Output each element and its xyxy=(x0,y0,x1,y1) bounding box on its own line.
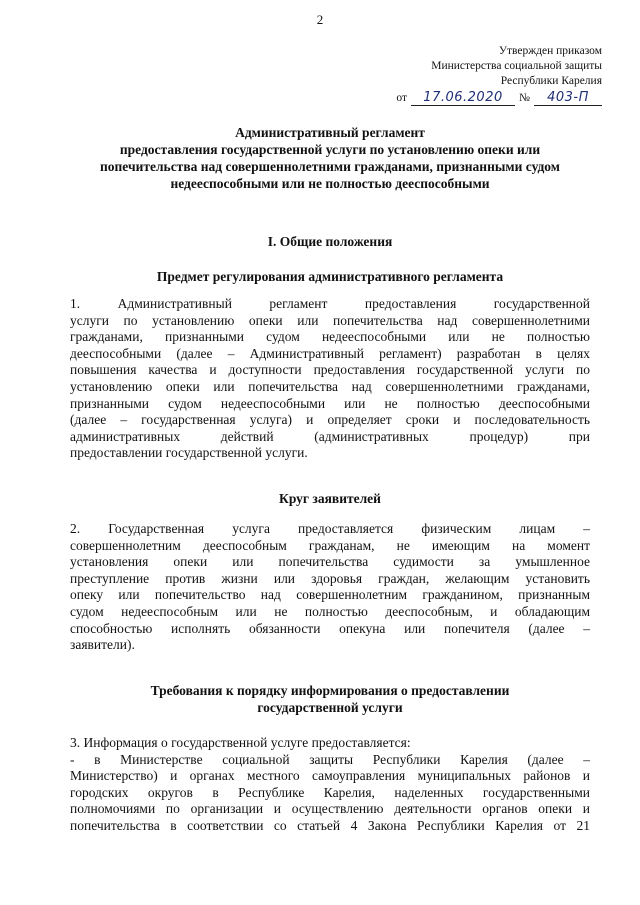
section-heading-information xyxy=(60,682,600,716)
approval-line-1: Утвержден приказом xyxy=(498,45,602,57)
handwritten-date: 17.06.2020 xyxy=(411,90,515,106)
title-line-3: попечительства над совершеннолетними гражданами, признанными судом xyxy=(100,159,560,174)
section-heading-applicants: Круг заявителей xyxy=(279,491,381,506)
paragraph-line: - в Министерстве социальной защиты Республики Карелия (далее – xyxy=(70,751,590,767)
handwritten-number: 403-П xyxy=(534,90,602,106)
title-line-2: предоставления государственной услуги по установлению опеки или xyxy=(119,142,541,157)
approval-line-3: Республики Карелия xyxy=(500,75,602,87)
subheading-subject: Предмет регулирования административного регламента xyxy=(156,269,504,284)
approval-line-2: Министерства социальной защиты xyxy=(431,60,602,72)
paragraph-line: (далее – государственная услуга) и определяет сроки и последовательность xyxy=(70,412,590,428)
approval-date-number-line xyxy=(362,90,602,106)
paragraph-line: дееспособными (далее – Административный регламент) разработан в целях xyxy=(70,345,590,361)
paragraph-line: 2. Государственная услуга предоставляется физическим лицам – xyxy=(70,521,590,536)
paragraph-1 xyxy=(70,296,590,462)
paragraph-line: установления опеки или попечительства судимости за умышленное xyxy=(70,554,590,570)
paragraph-line: заявители). xyxy=(70,637,135,653)
paragraph-line: способностью исполнять обязанности опекуна или попечителя (далее – xyxy=(70,620,590,636)
paragraph-line: услуги по установлению опеки или попечительства над совершеннолетними xyxy=(70,312,590,328)
paragraph-line: предоставлении государственной услуги. xyxy=(70,445,308,461)
page-number: 2 xyxy=(316,12,324,27)
number-label: № xyxy=(519,92,530,104)
paragraph-line: преступление против жизни или здоровья граждан, желающим установить xyxy=(70,570,590,586)
paragraph-line: административных действий (административных процедур) при xyxy=(70,428,590,444)
paragraph-line: признанными судом недееспособными или не полностью дееспособными xyxy=(70,395,590,411)
paragraph-line: городских округов в Республике Карелия, наделенных государственными xyxy=(70,784,590,800)
paragraph-line: 3. Информация о государственной услуге предоставляется: xyxy=(70,735,411,750)
paragraph-line: Министерство) и органах местного самоуправления муниципальных районов и xyxy=(70,768,590,784)
paragraph-line: установлению опеки или попечительства над совершеннолетними гражданами, xyxy=(70,378,590,394)
section-heading-general: I. Общие положения xyxy=(267,234,393,249)
paragraph-line: 1. Административный регламент предоставления государственной xyxy=(70,296,590,311)
document-title xyxy=(60,124,600,192)
paragraph-line: опеку или попечительство над совершеннолетним гражданином, признанным xyxy=(70,587,590,603)
paragraph-line: полномочиями по организации и осуществлению деятельности органов опеки и xyxy=(70,801,590,817)
title-line-1: Административный регламент xyxy=(235,125,425,140)
approval-stamp-block xyxy=(362,44,602,106)
paragraph-line: гражданами, признанными судом недееспособными или не полностью xyxy=(70,329,590,345)
title-line-4: недееспособными или не полностью дееспособными xyxy=(170,176,490,191)
paragraph-line: попечительства в соответствии со статьей 4 Закона Республики Карелия от 21 xyxy=(70,817,590,833)
paragraph-2 xyxy=(70,521,590,654)
paragraph-line: повышения качества и доступности предоставления государственной услуги по xyxy=(70,362,590,378)
from-label: от xyxy=(396,92,408,104)
heading-line-2: государственной услуги xyxy=(257,700,403,715)
paragraph-3 xyxy=(70,735,590,835)
paragraph-line: судом недееспособным или не полностью дееспособным, и обладающим xyxy=(70,603,590,619)
heading-line-1: Требования к порядку информирования о предоставлении xyxy=(150,683,510,698)
paragraph-line: совершеннолетним дееспособным гражданам, не имеющим на момент xyxy=(70,537,590,553)
